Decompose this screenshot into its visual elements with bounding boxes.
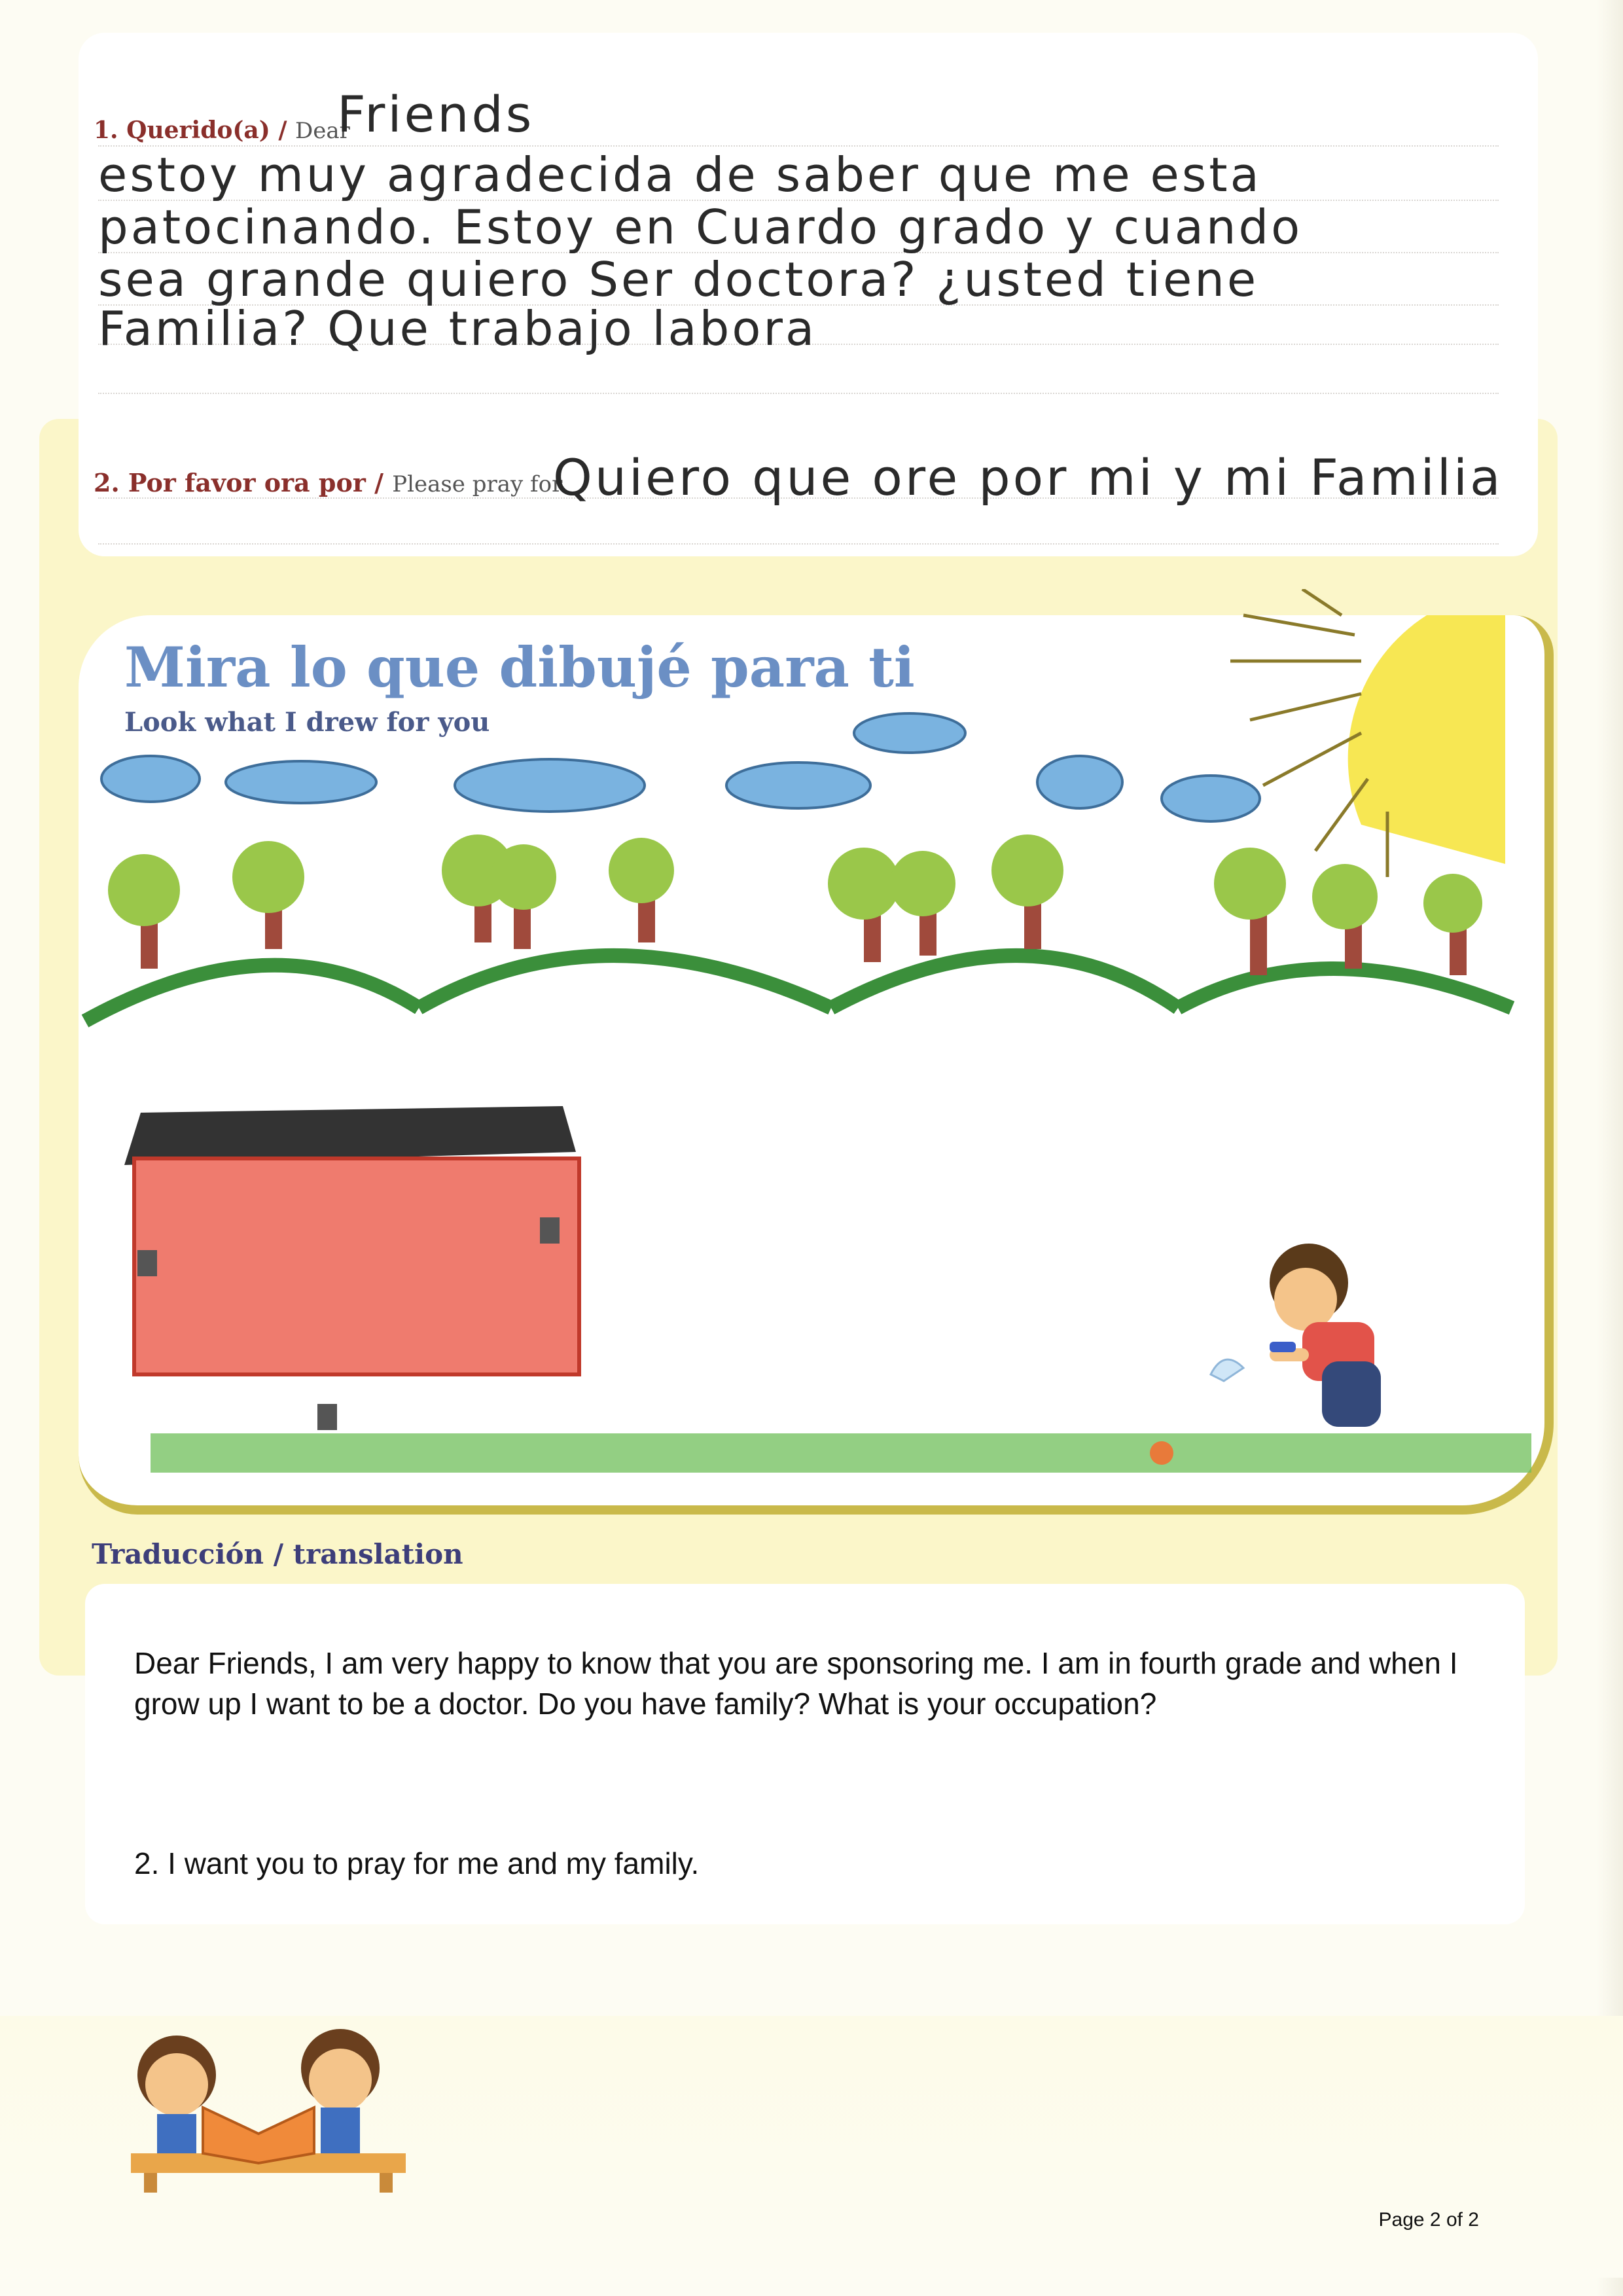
pray-label (94, 468, 562, 497)
translation-label: Traducción / translation (92, 1538, 463, 1570)
drawing-title-en: Look what I drew for you (124, 707, 490, 738)
drawing-title-es: Mira lo que dibujé para ti (124, 635, 915, 700)
pray-label-slash: / (374, 468, 383, 497)
ruled-line (98, 145, 1499, 147)
letter-body-line-3: sea grande quiero Ser doctora? ¿usted tiene (98, 252, 1259, 307)
house-drawing (124, 1106, 579, 1430)
dear-label-es: 1. Querido(a) (94, 117, 270, 144)
page-edge-shadow (1597, 0, 1623, 2296)
letter-body-line-2: patocinando. Estoy en Cuardo grado y cuando (98, 200, 1303, 255)
dear-label-slash: / (278, 117, 287, 144)
page-number: Page 2 of 2 (1378, 2209, 1479, 2231)
pray-label-es: 2. Por favor ora por (94, 468, 366, 497)
letter-body-line-4: Familia? Que trabajo labora (98, 301, 817, 356)
dear-name-handwritten: Friends (337, 85, 535, 143)
dear-label (94, 117, 350, 144)
dear-label-en: Dear (295, 118, 350, 144)
trees-drawing (108, 834, 1482, 975)
pray-text-handwritten: Quiero que ore por mi y mi Familia (553, 448, 1503, 507)
translation-paragraph-1: Dear Friends, I am very happy to know that you are sponsoring me. I am in fourth grade and when I grow up I want to be a doctor. Do you have family? What is your occupation? (134, 1646, 1458, 1721)
grass-drawing (151, 1433, 1531, 1473)
pray-label-en: Please pray for (392, 471, 563, 497)
letter-body-line-1: estoy muy agradecida de saber que me esta (98, 147, 1262, 202)
ruled-line (98, 393, 1499, 394)
kneeling-child-illustration (1150, 1244, 1381, 1465)
hills-drawing (85, 956, 1512, 1021)
sun-drawing (1230, 589, 1505, 877)
ruled-line (98, 543, 1499, 545)
translation-paragraph-2: 2. I want you to pray for me and my family. (134, 1846, 700, 1880)
reading-children-illustration (92, 2022, 432, 2193)
